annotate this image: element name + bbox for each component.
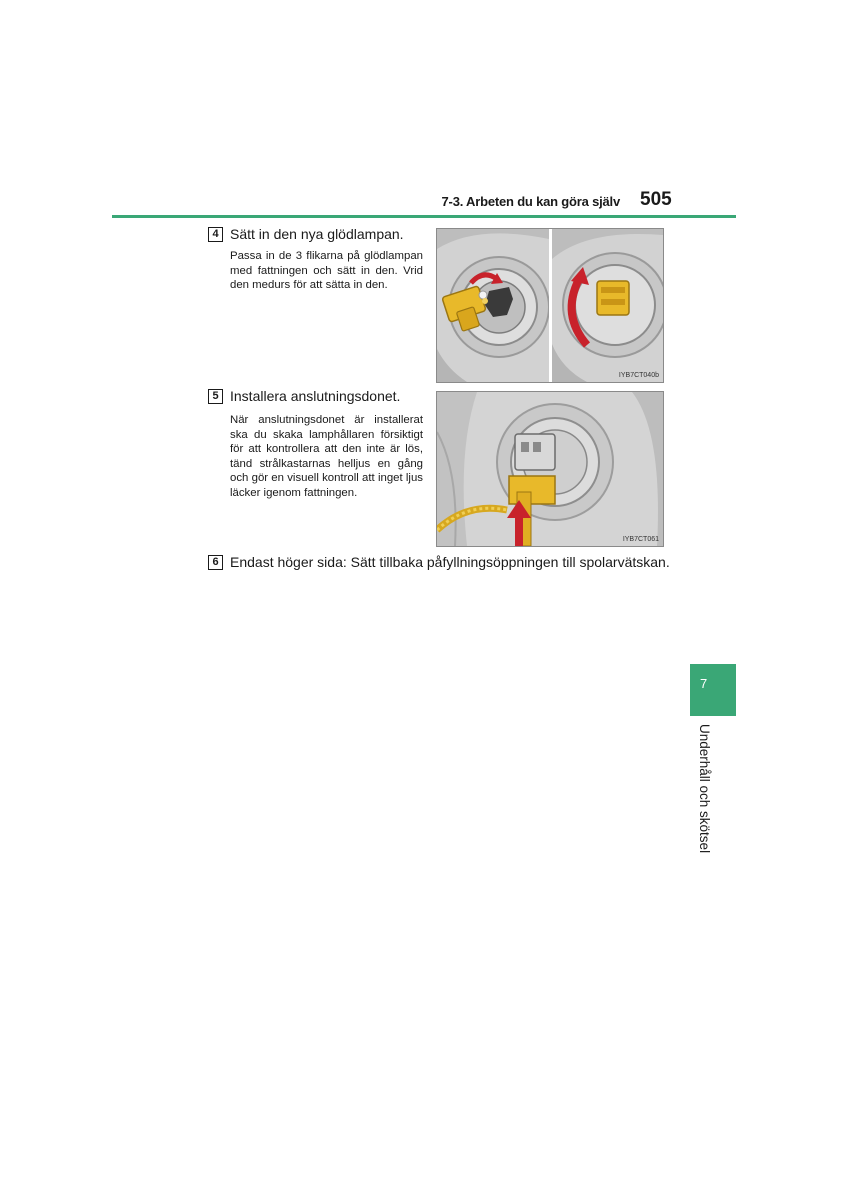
header-rule [112,215,736,218]
step-4-number: 4 [208,227,223,242]
step-4-title: Sätt in den nya glödlampan. [230,226,404,242]
chapter-number: 7 [700,676,708,691]
connector-install-figure [436,391,664,547]
page-number: 505 [640,189,672,210]
figure-code: IYB7CT061 [622,536,659,543]
step-4-body: Passa in de 3 flikarna på glödlampan med fattningen och sätt in den. Vrid den medurs för att sätta in den. [230,250,423,291]
step-5-title: Installera anslutningsdonet. [230,388,401,404]
step-5-number: 5 [208,389,223,404]
bulb-insert-illustration [437,229,663,382]
bulb-insert-figure [436,228,664,383]
connector-install-illustration [437,392,663,546]
step-5-body: När anslutningsdonet är installerat ska du skaka lamphållaren försiktigt för att kontrollera att den inte är lös, tänd strålkastarnas helljus en gång och gör en visuell kontroll att inget ljus läcker igenom fattningen. [230,414,423,499]
chapter-label: Underhåll och skötsel [697,724,712,854]
section-title: 7-3. Arbeten du kan göra själv [441,194,620,209]
step-6-title: Endast höger sida: Sätt tillbaka påfyllningsöppningen till spolarvätskan. [230,554,670,570]
step-6-number: 6 [208,555,223,570]
figure-code: IYB7CT040b [618,372,659,379]
chapter-tab [690,664,736,716]
